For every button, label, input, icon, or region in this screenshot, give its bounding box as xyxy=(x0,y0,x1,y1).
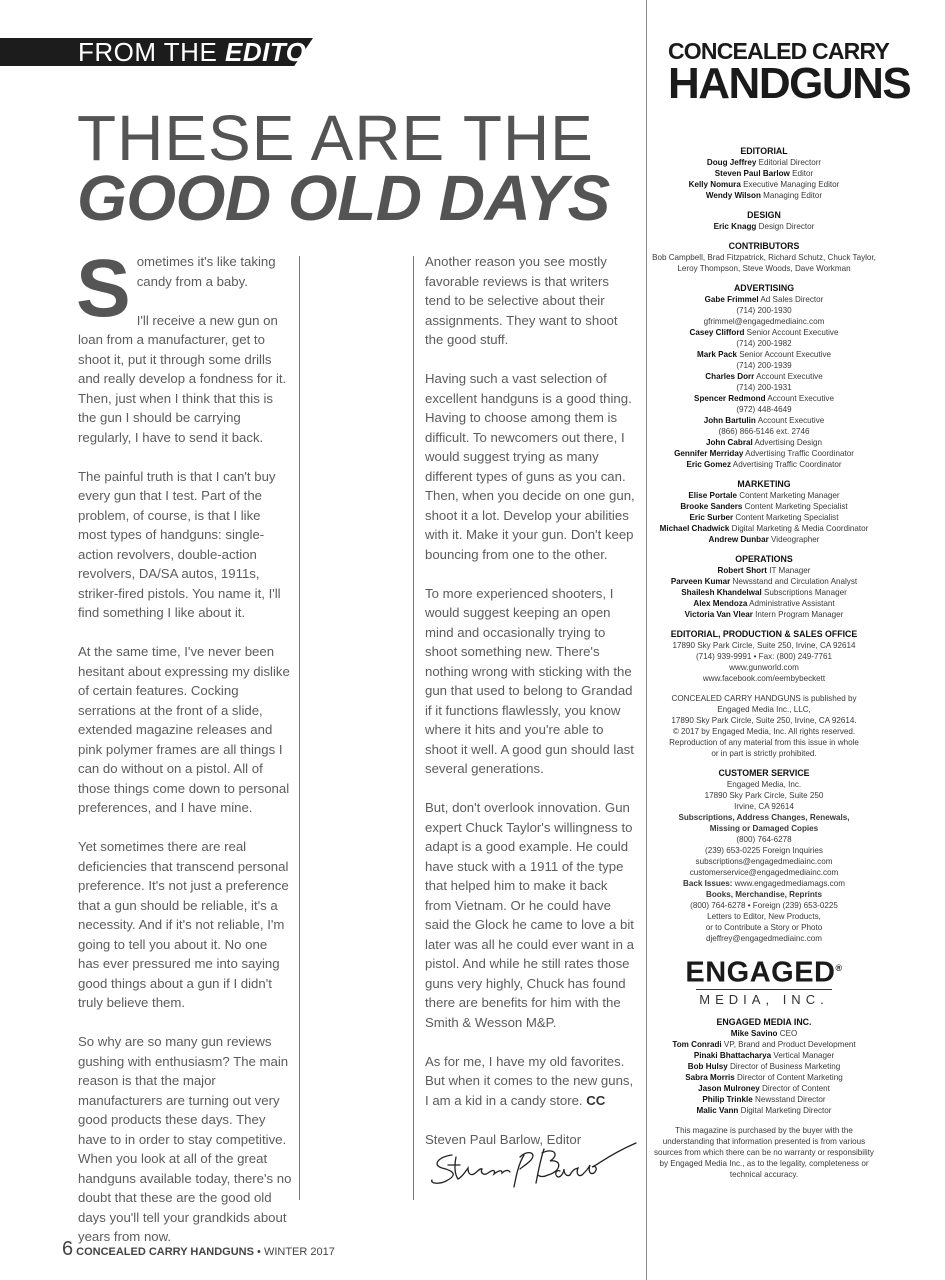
publisher-line: Engaged Media Inc., LLC, xyxy=(717,705,811,714)
drop-cap: S xyxy=(76,243,131,334)
staff-entry xyxy=(651,598,877,609)
staff-role: Account Executive xyxy=(754,372,823,381)
article-closing: As for me, I have my old favorites. But when it comes to the new guns, I am a kid in a candy store. CC xyxy=(425,1053,634,1108)
staff-name: Pinaki Bhattacharya xyxy=(693,1051,772,1061)
page-folio xyxy=(62,1238,335,1261)
contact-line: djeffrey@engagedmediainc.com xyxy=(705,934,823,943)
staff-role: CEO xyxy=(777,1029,798,1039)
staff-entry xyxy=(651,327,877,338)
staff-name: Charles Dorr xyxy=(705,372,755,381)
staff-name: Tom Conradi xyxy=(672,1040,722,1050)
staff-role: Editor xyxy=(789,169,814,178)
staff-name: Alex Mendoza xyxy=(693,599,748,608)
page-number: 6 xyxy=(62,1238,74,1260)
staff-role: Editorial Directorr xyxy=(756,158,822,167)
engaged-media-logo xyxy=(651,953,877,1008)
staff-name: Michael Chadwick xyxy=(659,524,730,533)
staff-name: Mark Pack xyxy=(696,350,737,359)
staff-entry xyxy=(651,294,877,305)
article-column-1 xyxy=(76,243,292,1266)
headline-line2: GOOD OLD DAYS xyxy=(77,162,610,234)
staff-role: Videographer xyxy=(768,535,820,544)
article-paragraph: Sometimes it's like taking candy from a baby. xyxy=(76,243,276,334)
column-divider xyxy=(646,0,647,1280)
back-issues: Back Issues: www.engagedmediamags.com xyxy=(683,879,845,888)
staff-name: John Bartulin xyxy=(703,416,756,425)
staff-entry xyxy=(651,534,877,545)
staff-name: Eric Gomez xyxy=(686,460,731,469)
staff-role: Content Marketing Manager xyxy=(737,491,840,500)
staff-role: Design Director xyxy=(756,222,815,231)
column-rule xyxy=(413,256,414,1200)
subs-heading: Missing or Damaged Copies xyxy=(709,824,819,833)
staff-entry xyxy=(651,437,877,448)
staff-name: Shailesh Khandelwal xyxy=(681,588,762,597)
section-heading: MARKETING xyxy=(737,479,791,489)
staff-entry xyxy=(651,576,877,587)
staff-entry xyxy=(651,490,877,501)
folio-separator: • xyxy=(253,1246,264,1258)
staff-role: Administrative Assistant xyxy=(747,599,835,608)
staff-entry xyxy=(651,157,877,168)
staff-name: Victoria Van Vlear xyxy=(684,610,753,619)
contact-line: customerservice@engagedmediainc.com xyxy=(689,868,839,877)
staff-entry xyxy=(651,1094,877,1105)
staff-entry xyxy=(651,1105,877,1116)
article-paragraph: So why are so many gun reviews gushing with enthusiasm? The main reason is that the major manufacturers are turning out very good products these days. They have to in order to stay competitive. When you look at all of the great handguns available today, there's no doubt that these are the good old days you'll tell your grandkids about years from now. xyxy=(78,1034,292,1244)
staff-role: Digital Marketing & Media Coordinator xyxy=(729,524,869,533)
section-heading: ENGAGED MEDIA INC. xyxy=(716,1017,812,1028)
staff-role: IT Manager xyxy=(766,566,811,575)
address-line: 17890 Sky Park Circle, Suite 250 xyxy=(704,791,824,800)
staff-entry xyxy=(651,587,877,598)
masthead-line2: HANDGUNS xyxy=(668,59,911,108)
staff-entry xyxy=(651,1072,877,1083)
staff-entry xyxy=(651,565,877,576)
staff-role: Newsstand Director xyxy=(752,1095,826,1105)
staff-role: Advertising Traffic Coordinator xyxy=(731,460,842,469)
article-paragraph: Yet sometimes there are real deficiencies that transcend personal preference. It's not just a preference that a gun should be reliable, it's a necessity. And if it's not reliable, I'm going to tell you about it. No one has ever pressured me into saying good things about a gun if I didn't truly believe them. xyxy=(78,839,289,1010)
staff-role: Advertising Traffic Coordinator xyxy=(743,449,854,458)
office-line: www.gunworld.com xyxy=(729,663,799,672)
article-paragraph: I'll receive a new gun on loan from a manufacturer, get to shoot it, put it through some drills and really develop a fondness for it. Then, just when I think that this is the gun I should be carrying regularly, I have to send it back. xyxy=(78,312,287,445)
staff-role: Subscriptions Manager xyxy=(761,588,847,597)
folio-magazine: CONCEALED CARRY HANDGUNS xyxy=(76,1246,254,1258)
staff-entry xyxy=(651,1039,877,1050)
subs-heading: Subscriptions, Address Changes, Renewals, xyxy=(678,813,850,822)
section-heading: EDITORIAL xyxy=(740,146,788,156)
section-heading: CUSTOMER SERVICE xyxy=(718,768,810,778)
section-heading: CONTRIBUTORS xyxy=(728,241,800,251)
contact-line: (239) 653-0225 Foreign Inquiries xyxy=(705,846,823,855)
article-paragraph: At the same time, I've never been hesitant about expressing my dislike of certain features. Cocking serrations at the front of a slide, extended magazine releases and pink polymer frames are all things I can do without on a pistol. All of those things come down to personal preferences, and I have mine. xyxy=(78,644,290,815)
signoff: Steven Paul Barlow, Editor xyxy=(425,1131,582,1147)
staff-role: Director of Business Marketing xyxy=(727,1062,841,1072)
section-heading: ADVERTISING xyxy=(733,283,795,293)
section-heading: EDITORIAL, PRODUCTION & SALES OFFICE xyxy=(670,629,858,639)
staff-name: Elise Portale xyxy=(688,491,737,500)
folio-issue: WINTER 2017 xyxy=(263,1246,335,1258)
office-line: 17890 Sky Park Circle, Suite 250, Irvine, CA 92614 xyxy=(672,641,856,650)
staff-contact: (714) 200-1930 xyxy=(736,306,792,315)
contact-line: (800) 764-6278 • Foreign (239) 653-0225 xyxy=(690,901,838,910)
staff-entry xyxy=(651,501,877,512)
staff-name: Parveen Kumar xyxy=(670,577,731,586)
staff-contact: (714) 200-1982 xyxy=(736,339,792,348)
staff-role: Senior Account Executive xyxy=(744,328,839,337)
masthead-line1: CONCEALED CARRY xyxy=(668,38,889,64)
staff-role: Account Executive xyxy=(755,416,825,425)
staff-entry xyxy=(651,1050,877,1061)
staff-entry xyxy=(651,609,877,620)
staff-entry xyxy=(651,1061,877,1072)
address-line: Engaged Media, Inc. xyxy=(726,780,802,789)
staff-list xyxy=(651,294,877,470)
article-column-2 xyxy=(425,252,637,1169)
headline-line1: THESE ARE THE xyxy=(77,102,594,174)
staff-name: Steven Paul Barlow xyxy=(714,169,790,178)
disclaimer: This magazine is purchased by the buyer with the understanding that information presented is from various sources from which there can be no warranty or responsibility by Engaged Media Inc., as to the legality, completeness or technical accuracy. xyxy=(654,1126,874,1180)
staff-entry xyxy=(651,371,877,382)
contributors-text: Bob Campbell, Brad Fitzpatrick, Richard Schutz, Chuck Taylor, Leroy Thompson, Steve Woods, Dave Workman xyxy=(652,253,876,273)
staff-name: Philip Trinkle xyxy=(702,1095,753,1105)
publisher-note xyxy=(651,693,877,759)
staff-name: Spencer Redmond xyxy=(694,394,766,403)
article-paragraph: But, don't overlook innovation. Gun expert Chuck Taylor's willingness to adapt is a good example. He could have stuck with a 1911 of the type that helped him to make it back from Vietnam. Or he could have said the Glock he came to love a bit later was all he could ever want in a pistol. And while he still rates those guns very highly, Chuck has found there are benefits for him with the Smith & Wesson M&P. xyxy=(425,800,634,1030)
section-heading: OPERATIONS xyxy=(735,554,793,564)
staff-list xyxy=(651,490,877,545)
banner-light-text: FROM THE xyxy=(78,37,226,67)
banner-bold-text: EDITOR xyxy=(225,37,326,67)
staff-contact: (972) 448-4649 xyxy=(736,405,792,414)
article-paragraph: The painful truth is that I can't buy every gun that I test. Part of the problem, of course, is that I like most types of handguns: single-action revolvers, double-action revolvers, DA/SA autos, 1911s, striker-fired pistols. You name it, I'll find something I like about it. xyxy=(78,468,281,620)
end-mark: CC xyxy=(586,1092,606,1108)
staff-contact: (714) 200-1939 xyxy=(736,361,792,370)
office-line: www.facebook.com/eembybeckett xyxy=(702,674,826,683)
staff-box xyxy=(651,146,877,1180)
staff-name: Mike Savino xyxy=(730,1029,778,1039)
contact-line: Letters to Editor, New Products, xyxy=(707,912,821,921)
staff-name: Sabra Morris xyxy=(685,1073,735,1083)
article-paragraph: Another reason you see mostly favorable reviews is that writers tend to be selective about their assignments. They want to shoot the good stuff. xyxy=(425,254,618,347)
staff-role: Managing Editor xyxy=(760,191,823,200)
section-banner-label xyxy=(78,38,326,66)
article-paragraph: Having such a vast selection of excellent handguns is a good thing. Having to choose among them is difficult. To newcomers out there, I would suggest trying as many different types of guns as you can. Then, when you decide on one gun, shoot it a lot. Develop your abilities with it. Make it your gun. Don't keep bouncing from one to the other. xyxy=(425,371,635,562)
contact-line: (800) 764-6278 xyxy=(736,835,792,844)
customer-service-address xyxy=(651,779,877,812)
subs-info xyxy=(651,834,877,878)
books-heading: Books, Merchandise, Reprints xyxy=(705,890,823,899)
staff-name: John Cabral xyxy=(705,438,753,447)
staff-name: Robert Short xyxy=(717,566,767,575)
staff-entry xyxy=(651,190,877,201)
staff-name: Brooke Sanders xyxy=(680,502,743,511)
publisher-line: © 2017 by Engaged Media, Inc. All rights reserved. xyxy=(672,727,856,736)
staff-entry xyxy=(651,1028,877,1039)
publisher-line: or in part is strictly prohibited. xyxy=(711,749,817,758)
staff-name: Malic Vann xyxy=(696,1106,739,1116)
staff-name: Eric Surber xyxy=(689,513,734,522)
staff-entry xyxy=(651,459,877,470)
office-info xyxy=(651,640,877,684)
staff-role: Advertising Design xyxy=(752,438,823,447)
books-info xyxy=(651,900,877,944)
staff-contact: (866) 866-5146 ext. 2746 xyxy=(718,427,810,436)
staff-entry xyxy=(651,393,877,404)
staff-contact: gfrimmel@engagedmediainc.com xyxy=(703,317,825,326)
staff-name: Doug Jeffrey xyxy=(706,158,757,167)
staff-list xyxy=(651,565,877,620)
staff-list xyxy=(651,1028,877,1116)
logo-subline: MEDIA, INC. xyxy=(699,992,829,1008)
address-line: Irvine, CA 92614 xyxy=(734,802,794,811)
staff-role: Executive Managing Editor xyxy=(740,180,840,189)
logo-wordmark: ENGAGED® xyxy=(685,956,843,989)
staff-name: Casey Clifford xyxy=(689,328,745,337)
masthead-logo xyxy=(668,38,911,108)
staff-role: Intern Program Manager xyxy=(752,610,844,619)
signature-image xyxy=(428,1135,638,1190)
staff-name: Kelly Nomura xyxy=(688,180,741,189)
staff-role: Digital Marketing Director xyxy=(738,1106,832,1116)
staff-role: Content Marketing Specialist xyxy=(742,502,848,511)
staff-name: Andrew Dunbar xyxy=(708,535,769,544)
staff-entry xyxy=(651,221,877,232)
staff-name: Bob Hulsy xyxy=(687,1062,728,1072)
publisher-line: Reproduction of any material from this issue in whole xyxy=(669,738,859,747)
staff-role: Content Marketing Specialist xyxy=(733,513,839,522)
staff-name: Gabe Frimmel xyxy=(704,295,759,304)
staff-role: Director of Content xyxy=(759,1084,830,1094)
article-paragraph: To more experienced shooters, I would suggest keeping an open mind and occasionally trying to shoot something new. There's nothing wrong with sticking with the gun that used to belong to Grandad if it functions flawlessly, you know where it hits and you're able to shoot it well. A good gun should last several generations. xyxy=(425,585,634,776)
staff-entry xyxy=(651,523,877,534)
staff-contact: (714) 200-1931 xyxy=(736,383,792,392)
publisher-line: 17890 Sky Park Circle, Suite 250, Irvine, CA 92614. xyxy=(671,716,857,725)
staff-list xyxy=(651,221,877,232)
column-rule xyxy=(299,256,300,1200)
staff-name: Jason Mulroney xyxy=(698,1084,760,1094)
staff-role: Ad Sales Director xyxy=(758,295,824,304)
staff-role: Newsstand and Circulation Analyst xyxy=(730,577,858,586)
staff-entry xyxy=(651,179,877,190)
staff-role: Account Executive xyxy=(765,394,834,403)
staff-name: Wendy Wilson xyxy=(705,191,761,200)
staff-name: Gennifer Merriday xyxy=(674,449,744,458)
staff-entry xyxy=(651,512,877,523)
staff-name: Eric Knagg xyxy=(713,222,757,231)
logo-rule xyxy=(696,989,832,991)
staff-role: VP, Brand and Product Development xyxy=(721,1040,856,1050)
staff-list xyxy=(651,157,877,201)
office-line: (714) 939-9991 • Fax: (800) 249-7761 xyxy=(695,652,833,661)
staff-entry xyxy=(651,448,877,459)
staff-role: Director of Content Marketing xyxy=(734,1073,843,1083)
staff-entry xyxy=(651,349,877,360)
staff-entry xyxy=(651,168,877,179)
contact-line: or to Contribute a Story or Photo xyxy=(705,923,823,932)
section-heading: DESIGN xyxy=(747,210,781,220)
staff-entry xyxy=(651,415,877,426)
publisher-line: CONCEALED CARRY HANDGUNS is published by xyxy=(671,694,857,703)
contact-line: subscriptions@engagedmediainc.com xyxy=(695,857,833,866)
staff-entry xyxy=(651,1083,877,1094)
staff-role: Vertical Manager xyxy=(771,1051,835,1061)
staff-role: Senior Account Executive xyxy=(737,350,832,359)
